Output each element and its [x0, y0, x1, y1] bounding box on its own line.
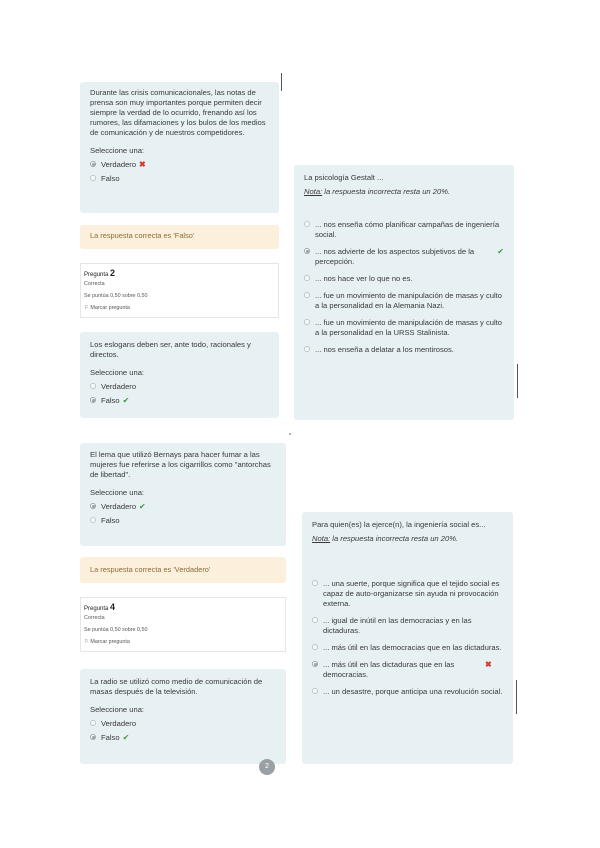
- radio-icon[interactable]: [312, 688, 318, 694]
- radio-icon[interactable]: [90, 517, 96, 523]
- question-text: Durante las crisis comunicacionales, las notas de prensa son muy importantes porque permiten decir siempre la verdad de lo ocurrido, frenando así los rumores, las difamaciones y los bulos de los medios de comunicación y de nuestros competidores.: [90, 88, 266, 137]
- radio-icon[interactable]: [90, 734, 96, 740]
- answer-option[interactable]: [312, 687, 503, 697]
- option-label: Falso: [101, 516, 120, 525]
- answer-option[interactable]: [304, 274, 504, 284]
- radio-icon[interactable]: [304, 275, 310, 281]
- option-label: ... una suerte, porque significa que el tejido social es capaz de auto-organizarse sin ayuda ni provocación externa.: [323, 579, 500, 608]
- question-number: [84, 268, 275, 278]
- answer-option[interactable]: [312, 660, 503, 680]
- radio-icon[interactable]: [90, 161, 96, 167]
- question-4-info: [80, 597, 286, 652]
- radio-icon[interactable]: [312, 580, 318, 586]
- correct-icon: ✔: [139, 502, 146, 511]
- option-label: ... nos advierte de los aspectos subjetivos de la percepción.: [315, 247, 475, 266]
- question-text: El lema que utilizó Bernays para hacer fumar a las mujeres fue referirse a los cigarrillos como "antorchas de libertad".: [90, 450, 271, 479]
- flag-label: Marcar pregunta: [90, 305, 130, 311]
- question-number: [84, 602, 282, 612]
- option-label: Falso: [101, 733, 120, 742]
- note-text: la respuesta incorrecta resta un 20%.: [322, 187, 451, 196]
- answer-option[interactable]: [312, 643, 503, 653]
- flag-label: Marcar pregunta: [90, 639, 130, 645]
- correct-icon: ✔: [497, 247, 504, 256]
- option-label: Falso: [101, 396, 120, 405]
- radio-icon[interactable]: [312, 617, 318, 623]
- answer-option[interactable]: [312, 579, 503, 609]
- scrollbar-top[interactable]: [281, 73, 282, 91]
- flag-question-link[interactable]: [84, 639, 282, 645]
- option-label: ... nos enseña a delatar a los mentirosos.: [315, 345, 454, 354]
- radio-icon[interactable]: [90, 397, 96, 403]
- question-prefix: Pregunta: [84, 606, 109, 612]
- answer-options: [304, 220, 504, 355]
- flag-icon: ⚐: [84, 305, 89, 311]
- social-engineering-question-card: [302, 512, 513, 764]
- note-label: Nota:: [304, 187, 323, 196]
- separator-dot: [289, 433, 291, 435]
- question-1-feedback: La respuesta correcta es 'Falso': [80, 225, 279, 249]
- option-label: Verdadero: [101, 502, 137, 511]
- select-label: Seleccione una:: [90, 146, 145, 155]
- radio-icon[interactable]: [90, 503, 96, 509]
- option-verdadero[interactable]: [90, 719, 276, 728]
- option-label: ... más útil en las dictaduras que en las democracias.: [323, 660, 455, 679]
- answer-options: [312, 579, 503, 697]
- question-status: Correcta: [84, 615, 105, 621]
- question-prefix: Pregunta: [84, 272, 109, 278]
- question-3-card: [80, 443, 286, 546]
- option-label: ... fue un movimiento de manipulación de masas y culto a la personalidad en la URSS Stalinista.: [315, 318, 502, 337]
- note-text: la respuesta incorrecta resta un 20%.: [330, 534, 459, 543]
- option-verdadero[interactable]: [90, 382, 269, 391]
- question-text: Para quien(es) la ejerce(n), la ingeniería social es...: [312, 520, 486, 529]
- flag-question-link[interactable]: [84, 305, 275, 311]
- option-verdadero[interactable]: [90, 160, 269, 169]
- question-note: [312, 534, 503, 543]
- option-falso[interactable]: [90, 733, 276, 742]
- radio-icon[interactable]: [304, 346, 310, 352]
- radio-icon[interactable]: [304, 319, 310, 325]
- question-2-info: [80, 263, 279, 318]
- radio-icon[interactable]: [90, 175, 96, 181]
- option-label: Verdadero: [101, 719, 137, 728]
- radio-icon[interactable]: [90, 383, 96, 389]
- answer-option[interactable]: [304, 220, 504, 240]
- option-label: ... más útil en las democracias que en las dictaduras.: [323, 643, 502, 652]
- radio-icon[interactable]: [90, 720, 96, 726]
- option-falso[interactable]: [90, 516, 276, 525]
- question-number-value: 4: [110, 602, 116, 612]
- incorrect-icon: ✖: [139, 160, 146, 169]
- answer-option[interactable]: [304, 291, 504, 311]
- question-score: Se puntúa 0,50 sobre 0,50: [84, 627, 148, 633]
- option-label: ... igual de inútil en las democracias y en las dictaduras.: [323, 616, 472, 635]
- correct-icon: ✔: [122, 396, 130, 405]
- answer-option[interactable]: [304, 247, 504, 267]
- question-text: La psicología Gestalt ...: [304, 173, 384, 182]
- option-label: ... nos hace ver lo que no es.: [315, 274, 413, 283]
- answer-option[interactable]: [304, 318, 504, 338]
- question-score: Se puntúa 0,50 sobre 0,50: [84, 293, 148, 299]
- question-note: [304, 187, 504, 196]
- gestalt-question-card: [294, 165, 514, 420]
- option-label: ... nos enseña cómo planificar campañas de ingeniería social.: [315, 220, 500, 239]
- answer-option[interactable]: [304, 345, 504, 355]
- incorrect-icon: ✖: [485, 660, 492, 669]
- radio-icon[interactable]: [304, 292, 310, 298]
- select-label: Seleccione una:: [90, 368, 145, 377]
- question-status: Correcta: [84, 281, 105, 287]
- question-number-value: 2: [110, 268, 116, 278]
- option-label: ... fue un movimiento de manipulación de masas y culto a la personalidad en la Alemania Nazi.: [315, 291, 502, 310]
- page-button[interactable]: 2: [259, 759, 275, 775]
- question-4-card: [80, 669, 286, 764]
- select-label: Seleccione una:: [90, 705, 145, 714]
- option-verdadero[interactable]: [90, 502, 276, 511]
- option-falso[interactable]: [90, 174, 269, 183]
- option-falso[interactable]: [90, 396, 269, 405]
- scrollbar-right-2[interactable]: [516, 680, 517, 714]
- correct-icon: ✔: [122, 733, 130, 742]
- radio-icon[interactable]: [304, 221, 310, 227]
- radio-icon[interactable]: [304, 248, 310, 254]
- note-label: Nota:: [312, 534, 331, 543]
- question-text: La radio se utilizó como medio de comunicación de masas después de la televisión.: [90, 677, 263, 696]
- scrollbar-right-1[interactable]: [517, 364, 518, 398]
- question-3-feedback: La respuesta correcta es 'Verdadero': [80, 557, 286, 583]
- flag-icon: ⚐: [84, 639, 89, 645]
- option-label: Falso: [101, 174, 120, 183]
- question-text: Los eslogans deben ser, ante todo, racionales y directos.: [90, 340, 251, 359]
- question-1-card: [80, 82, 279, 213]
- option-label: Verdadero: [101, 382, 137, 391]
- radio-icon[interactable]: [312, 644, 318, 650]
- radio-icon[interactable]: [312, 661, 318, 667]
- option-label: Verdadero: [101, 160, 137, 169]
- option-label: ... un desastre, porque anticipa una revolución social.: [323, 687, 503, 696]
- select-label: Seleccione una:: [90, 488, 145, 497]
- question-2-card: [80, 332, 279, 418]
- answer-option[interactable]: [312, 616, 503, 636]
